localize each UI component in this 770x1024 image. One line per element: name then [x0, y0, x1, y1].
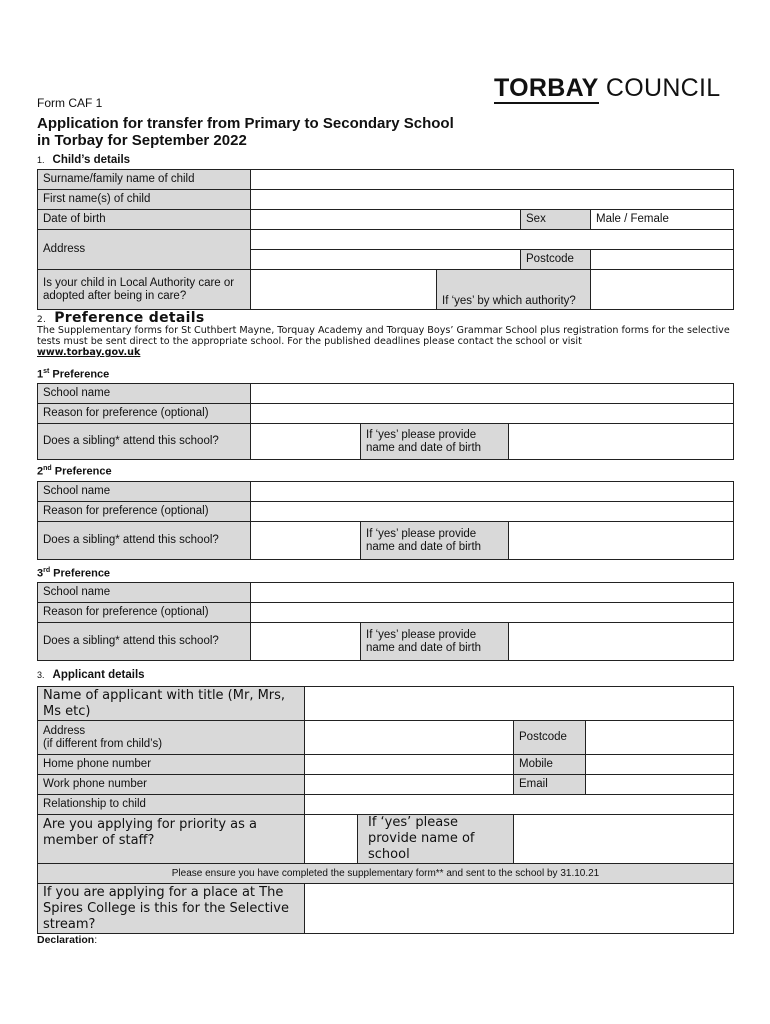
surname-field[interactable]	[251, 170, 734, 190]
sex-field[interactable]: Male / Female	[591, 210, 734, 230]
applicant-address-label	[38, 721, 305, 755]
care-label: Is your child in Local Authority care or adopted after being in care?	[38, 270, 251, 310]
reason-field[interactable]	[251, 404, 734, 424]
preference-1-ordinal: 1	[37, 368, 44, 381]
applicant-address-title: Address	[43, 724, 86, 737]
sibling-field[interactable]	[251, 623, 361, 661]
applicant-address-field[interactable]	[305, 721, 514, 755]
section-2-number: 2.	[37, 315, 47, 325]
school-name-label: School name	[38, 583, 251, 603]
applicant-name-field[interactable]	[305, 687, 734, 721]
declaration-title: Declaration	[37, 934, 95, 946]
applicant-address-subtitle: (if different from child’s)	[43, 737, 163, 750]
preference-1-suffix: st	[43, 368, 50, 375]
mobile-field[interactable]	[586, 755, 734, 775]
dob-field[interactable]	[251, 210, 521, 230]
postcode-field[interactable]	[591, 250, 734, 270]
staff-priority-label: Are you applying for priority as a member of staff?	[38, 815, 305, 864]
child-details-table	[37, 169, 734, 310]
logo-light-text: COUNCIL	[605, 74, 721, 102]
section-3-heading	[37, 669, 145, 681]
preference-3-ordinal: 3	[37, 567, 44, 580]
first-name-field[interactable]	[251, 190, 734, 210]
applicant-postcode-label: Postcode	[514, 721, 586, 755]
sex-label: Sex	[521, 210, 591, 230]
form-title: Application for transfer from Primary to Secondary School in Torbay for September 2022	[37, 115, 454, 149]
preference-2-heading	[37, 465, 112, 478]
preference-2-ordinal: 2	[37, 465, 44, 478]
first-name-label: First name(s) of child	[38, 190, 251, 210]
spires-selective-label: If you are applying for a place at The Spires College is this for the Selective stream?	[38, 884, 305, 934]
postcode-label: Postcode	[521, 250, 591, 270]
surname-label: Surname/family name of child	[38, 170, 251, 190]
sibling-details-label: If ‘yes’ please provide name and date of birth	[361, 623, 509, 661]
preference-3-suffix: rd	[43, 567, 51, 574]
section-2-title: Preference details	[54, 310, 205, 326]
section-2-heading	[37, 310, 204, 326]
reason-field[interactable]	[251, 502, 734, 522]
preference-3-word: Preference	[50, 567, 111, 580]
torbay-council-logo	[494, 74, 720, 103]
reason-label: Reason for preference (optional)	[38, 502, 251, 522]
preference-2-table	[37, 481, 734, 560]
sibling-label: Does a sibling* attend this school?	[38, 522, 251, 560]
preference-3-table	[37, 582, 734, 661]
relationship-field[interactable]	[305, 795, 734, 815]
address-field-line-1[interactable]	[251, 230, 734, 250]
preference-3-heading	[37, 567, 110, 580]
sibling-details-label: If ‘yes’ please provide name and date of birth	[361, 522, 509, 560]
torbay-website-link[interactable]: www.torbay.gov.uk	[37, 347, 141, 358]
preference-1-table	[37, 383, 734, 460]
sibling-field[interactable]	[251, 522, 361, 560]
supplementary-forms-text: The Supplementary forms for St Cuthbert Mayne, Torquay Academy and Torquay Boys’ Grammar School plus registration forms for the selective tests must be sent direct to the appropriate school. For the published deadlines please contact the school or visit	[37, 325, 730, 347]
declaration-colon: :	[94, 934, 98, 946]
relationship-label: Relationship to child	[38, 795, 305, 815]
section-1-number: 1.	[37, 155, 45, 165]
care-field[interactable]	[251, 270, 437, 310]
form-code: Form CAF 1	[37, 96, 103, 110]
sibling-field[interactable]	[251, 424, 361, 460]
home-phone-field[interactable]	[305, 755, 514, 775]
home-phone-label: Home phone number	[38, 755, 305, 775]
which-authority-field[interactable]	[591, 270, 734, 310]
which-authority-label: If ‘yes’ by which authority?	[437, 270, 591, 310]
school-name-label: School name	[38, 384, 251, 404]
sibling-details-field[interactable]	[509, 522, 734, 560]
preference-1-heading	[37, 368, 109, 381]
supplementary-forms-note	[37, 325, 742, 358]
staff-school-name-field[interactable]	[514, 815, 734, 864]
section-3-number: 3.	[37, 670, 45, 680]
preference-2-suffix: nd	[43, 465, 52, 472]
email-label: Email	[514, 775, 586, 795]
supplementary-deadline-note: Please ensure you have completed the supplementary form** and sent to the school by 31.10.21	[38, 864, 734, 884]
email-field[interactable]	[586, 775, 734, 795]
school-name-label: School name	[38, 482, 251, 502]
sibling-label: Does a sibling* attend this school?	[38, 623, 251, 661]
preference-2-word: Preference	[51, 465, 112, 478]
dob-label: Date of birth	[38, 210, 251, 230]
sibling-label: Does a sibling* attend this school?	[38, 424, 251, 460]
school-name-field[interactable]	[251, 384, 734, 404]
sibling-details-label: If ‘yes’ please provide name and date of birth	[361, 424, 509, 460]
sibling-details-field[interactable]	[509, 424, 734, 460]
work-phone-field[interactable]	[305, 775, 514, 795]
staff-priority-field[interactable]	[305, 815, 358, 864]
section-1-title: Child’s details	[52, 154, 131, 166]
reason-field[interactable]	[251, 603, 734, 623]
logo-bold-text: TORBAY	[494, 74, 599, 102]
work-phone-label: Work phone number	[38, 775, 305, 795]
mobile-label: Mobile	[514, 755, 586, 775]
preference-1-word: Preference	[49, 368, 110, 381]
staff-school-name-label: If ‘yes’ please provide name of school	[358, 815, 514, 864]
applicant-details-table	[37, 686, 734, 934]
declaration-heading	[37, 934, 97, 946]
reason-label: Reason for preference (optional)	[38, 603, 251, 623]
school-name-field[interactable]	[251, 583, 734, 603]
spires-selective-field[interactable]	[305, 884, 734, 934]
address-label: Address	[38, 230, 251, 270]
section-1-heading	[37, 154, 130, 166]
school-name-field[interactable]	[251, 482, 734, 502]
reason-label: Reason for preference (optional)	[38, 404, 251, 424]
sibling-details-field[interactable]	[509, 623, 734, 661]
address-field-line-2[interactable]	[251, 250, 521, 270]
section-3-title: Applicant details	[52, 669, 145, 681]
applicant-name-label: Name of applicant with title (Mr, Mrs, Ms etc)	[38, 687, 305, 721]
applicant-postcode-field[interactable]	[586, 721, 734, 755]
